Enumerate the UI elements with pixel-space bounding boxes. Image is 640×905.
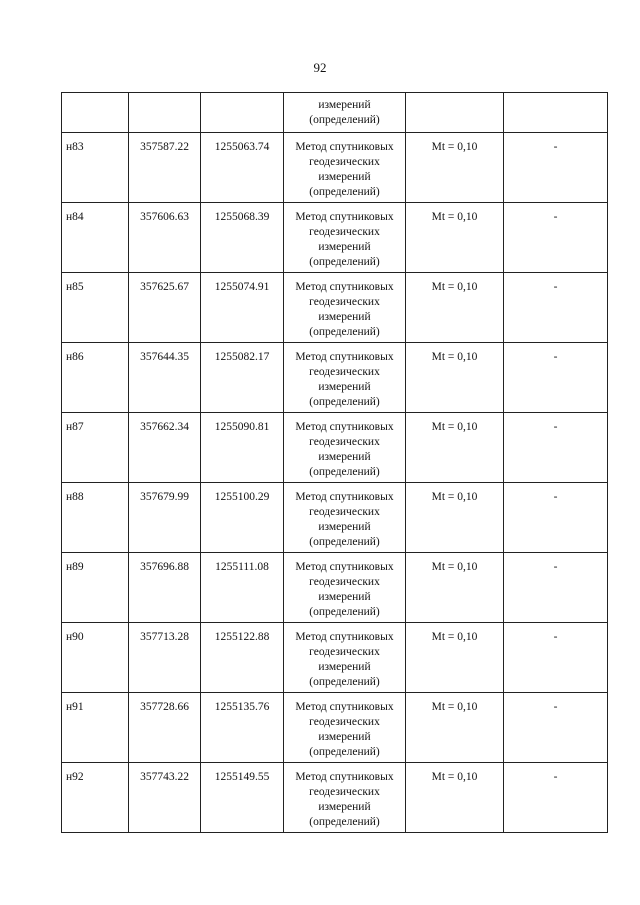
table-row	[62, 273, 608, 343]
cell-extra: -	[504, 483, 608, 553]
cell-extra: -	[504, 343, 608, 413]
cell-accuracy	[406, 93, 504, 133]
table-row	[62, 343, 608, 413]
table-row	[62, 133, 608, 203]
cell-x: 357644.35	[129, 343, 201, 413]
cell-y: 1255122.88	[201, 623, 284, 693]
method-line: Метод спутниковых	[295, 631, 394, 643]
cell-x: 357679.99	[129, 483, 201, 553]
cell-x: 357606.63	[129, 203, 201, 273]
method-line: Метод спутниковых	[295, 421, 394, 433]
method-line: геодезических	[309, 576, 380, 588]
cell-method	[284, 93, 406, 133]
cell-accuracy: Mt = 0,10	[406, 343, 504, 413]
cell-method	[284, 343, 406, 413]
method-line: измерений	[318, 801, 371, 813]
cell-point: н86	[62, 343, 129, 413]
cell-method	[284, 203, 406, 273]
cell-y: 1255074.91	[201, 273, 284, 343]
cell-method	[284, 413, 406, 483]
cell-extra: -	[504, 693, 608, 763]
cell-accuracy: Mt = 0,10	[406, 483, 504, 553]
method-line: измерений	[318, 451, 371, 463]
cell-point	[62, 93, 129, 133]
method-line: (определений)	[309, 676, 380, 688]
table-row	[62, 763, 608, 833]
method-line: (определений)	[309, 256, 380, 268]
table-row	[62, 413, 608, 483]
table-row	[62, 553, 608, 623]
method-line: геодезических	[309, 506, 380, 518]
cell-point: н90	[62, 623, 129, 693]
cell-accuracy: Mt = 0,10	[406, 693, 504, 763]
cell-method	[284, 483, 406, 553]
method-line: (определений)	[309, 186, 380, 198]
cell-method	[284, 273, 406, 343]
cell-accuracy: Mt = 0,10	[406, 623, 504, 693]
method-line: (определений)	[309, 536, 380, 548]
method-line: измерений	[318, 591, 371, 603]
method-line: Метод спутниковых	[295, 701, 394, 713]
cell-y: 1255068.39	[201, 203, 284, 273]
cell-y: 1255063.74	[201, 133, 284, 203]
cell-point: н87	[62, 413, 129, 483]
cell-point: н83	[62, 133, 129, 203]
cell-extra: -	[504, 623, 608, 693]
method-line: Метод спутниковых	[295, 491, 394, 503]
method-line: (определений)	[309, 326, 380, 338]
cell-extra	[504, 93, 608, 133]
method-line: геодезических	[309, 436, 380, 448]
cell-accuracy: Mt = 0,10	[406, 413, 504, 483]
page-number: 92	[313, 60, 327, 75]
method-line: Метод спутниковых	[295, 561, 394, 573]
cell-point: н88	[62, 483, 129, 553]
cell-point: н84	[62, 203, 129, 273]
cell-extra: -	[504, 553, 608, 623]
cell-x: 357696.88	[129, 553, 201, 623]
method-line: (определений)	[309, 396, 380, 408]
method-line: (определений)	[309, 114, 380, 126]
method-line: геодезических	[309, 646, 380, 658]
cell-extra: -	[504, 203, 608, 273]
cell-x	[129, 93, 201, 133]
method-line: геодезических	[309, 226, 380, 238]
cell-x: 357743.22	[129, 763, 201, 833]
cell-method	[284, 693, 406, 763]
cell-method	[284, 133, 406, 203]
method-line: геодезических	[309, 786, 380, 798]
cell-y	[201, 93, 284, 133]
method-line: измерений	[318, 99, 371, 111]
method-line: Метод спутниковых	[295, 351, 394, 363]
method-line: геодезических	[309, 156, 380, 168]
table-row	[62, 693, 608, 763]
table-row	[62, 483, 608, 553]
cell-y: 1255111.08	[201, 553, 284, 623]
cell-accuracy: Mt = 0,10	[406, 553, 504, 623]
method-line: Метод спутниковых	[295, 141, 394, 153]
cell-x: 357713.28	[129, 623, 201, 693]
method-line: измерений	[318, 171, 371, 183]
method-line: геодезических	[309, 716, 380, 728]
cell-y: 1255100.29	[201, 483, 284, 553]
cell-y: 1255149.55	[201, 763, 284, 833]
method-line: измерений	[318, 521, 371, 533]
cell-accuracy: Mt = 0,10	[406, 133, 504, 203]
cell-point: н85	[62, 273, 129, 343]
method-line: (определений)	[309, 816, 380, 828]
cell-method	[284, 763, 406, 833]
cell-point: н89	[62, 553, 129, 623]
cell-x: 357662.34	[129, 413, 201, 483]
cell-y: 1255082.17	[201, 343, 284, 413]
cell-extra: -	[504, 763, 608, 833]
coordinates-table-body	[62, 93, 608, 833]
cell-method	[284, 553, 406, 623]
cell-point: н92	[62, 763, 129, 833]
coordinates-table	[61, 92, 608, 833]
method-line: геодезических	[309, 296, 380, 308]
table-row	[62, 203, 608, 273]
cell-x: 357625.67	[129, 273, 201, 343]
cell-y: 1255135.76	[201, 693, 284, 763]
cell-extra: -	[504, 273, 608, 343]
method-line: измерений	[318, 381, 371, 393]
method-line: (определений)	[309, 746, 380, 758]
method-line: измерений	[318, 311, 371, 323]
method-line: измерений	[318, 241, 371, 253]
method-line: Метод спутниковых	[295, 281, 394, 293]
cell-y: 1255090.81	[201, 413, 284, 483]
cell-accuracy: Mt = 0,10	[406, 203, 504, 273]
cell-extra: -	[504, 133, 608, 203]
method-line: измерений	[318, 731, 371, 743]
method-line: геодезических	[309, 366, 380, 378]
method-line: Метод спутниковых	[295, 211, 394, 223]
cell-extra: -	[504, 413, 608, 483]
cell-accuracy: Mt = 0,10	[406, 763, 504, 833]
method-line: Метод спутниковых	[295, 771, 394, 783]
table-row	[62, 623, 608, 693]
cell-x: 357728.66	[129, 693, 201, 763]
cell-x: 357587.22	[129, 133, 201, 203]
method-line: (определений)	[309, 466, 380, 478]
cell-accuracy: Mt = 0,10	[406, 273, 504, 343]
cell-point: н91	[62, 693, 129, 763]
method-line: измерений	[318, 661, 371, 673]
table-row-continuation	[62, 93, 608, 133]
cell-method	[284, 623, 406, 693]
method-line: (определений)	[309, 606, 380, 618]
